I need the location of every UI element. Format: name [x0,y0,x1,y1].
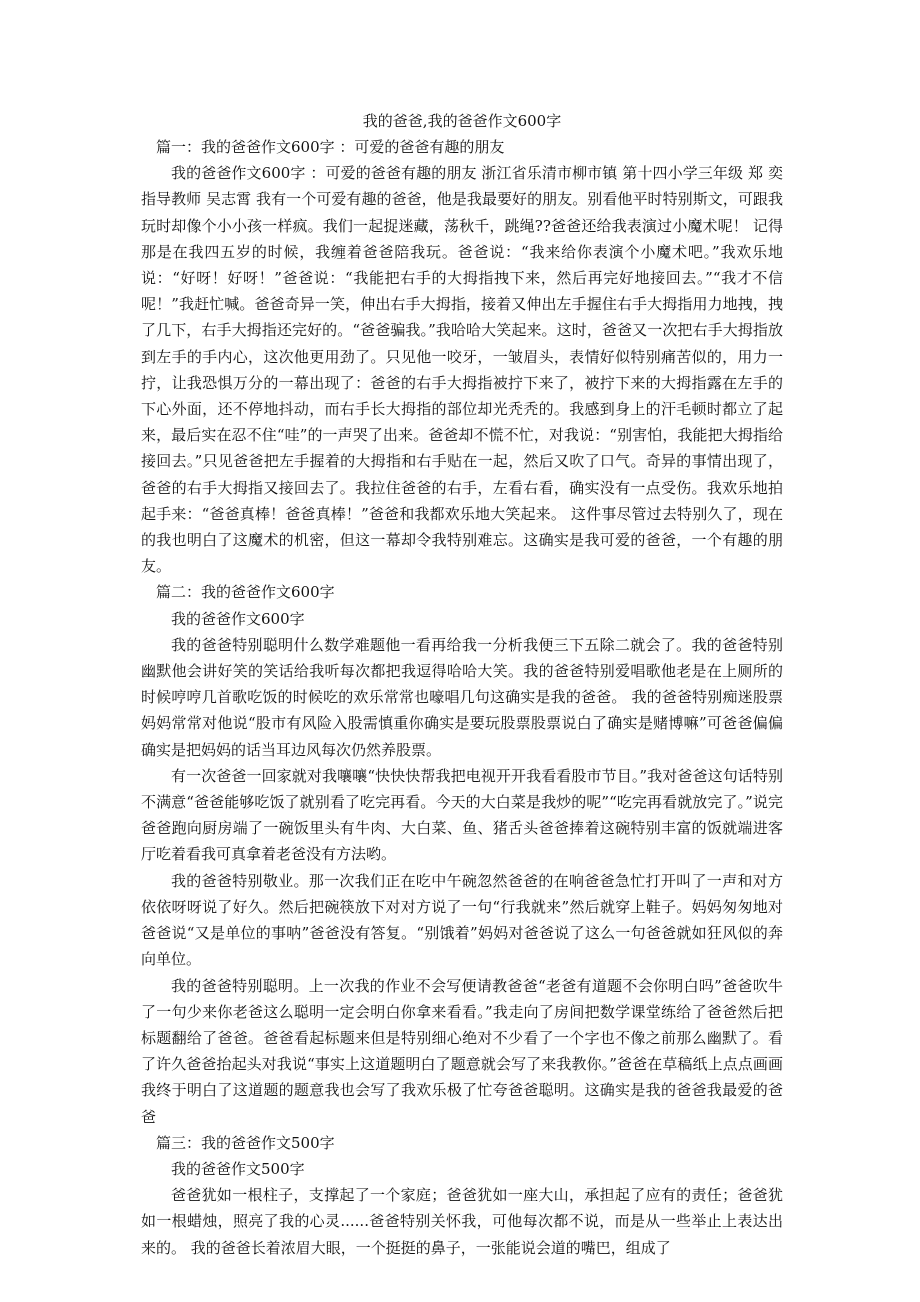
section-heading: 篇二：我的爸爸作文600字 [156,583,335,602]
paragraph: 爸爸犹如一根柱子，支撑起了一个家庭；爸爸犹如一座大山，承担起了应有的责任；爸爸犹如一根蜡烛，照亮了我的心灵......爸爸特别关怀我，可他每次都不说，而是从一些举止上表达出来的。 我的爸爸长着浓眉大眼，一个挺挺的鼻子，一张能说会道的嘴巴，组成了 [141,1186,783,1257]
section-subheading: 我的爸爸作文600字 [171,609,305,628]
section-subheading: 我的爸爸作文500字 [171,1159,305,1178]
paragraph: 我的爸爸特别聪明。上一次我的作业不会写便请教爸爸“老爸有道题不会你明白吗”爸爸吹牛了一句少来你老爸这么聪明一定会明白你拿来看看。”我走向了房间把数学课堂练给了爸爸然后把标题翻给了爸爸。爸爸看起标题来但是特别细心绝对不少看了一个字也不像之前那么幽默了。看了许久爸爸抬起头对我说“事实上这道题明白了题意就会写了来我教你。”爸爸在草稿纸上点点画画我终于明白了这道题的题意我也会写了我欢乐极了忙夸爸爸聪明。这确实是我的爸爸我最爱的爸爸 [141,976,783,1126]
section-3 [141,1130,783,1261]
paragraph: 有一次爸爸一回家就对我嚷嚷“快快快帮我把电视开开我看看股市节目。”我对爸爸这句话特别不满意“爸爸能够吃饭了就别看了吃完再看。今天的大白菜是我炒的呢”“吃完再看就放完了。”说完爸爸跑向厨房端了一碗饭里头有牛肉、大白菜、鱼、猪舌头爸爸捧着这碗特别丰富的饭就端进客厅吃着看我可真拿着老爸没有方法哟。 [141,766,783,864]
paragraph: 我的爸爸特别敬业。那一次我们正在吃中午碗忽然爸爸的在响爸爸急忙打开叫了一声和对方依依呀呀说了好久。然后把碗筷放下对对方说了一句“行我就来”然后就穿上鞋子。妈妈匆匆地对爸爸说“又是单位的事呐”爸爸没有答复。“别饿着”妈妈对爸爸说了这么一句爸爸就如狂风似的奔向单位。 [141,871,783,969]
section-heading: 篇三：我的爸爸作文500字 [156,1133,335,1152]
section-heading: 篇一：我的爸爸作文600字 ：可爱的爸爸有趣的朋友 [156,138,505,156]
document-title: 我的爸爸,我的爸爸作文600字 [362,112,562,130]
section-1 [141,134,783,579]
paragraph: 我的爸爸特别聪明什么数学难题他一看再给我一分析我便三下五除二就会了。我的爸爸特别幽默他会讲好笑的笑话给我听每次都把我逗得哈哈大笑。我的爸爸特别爱唱歌他老是在上厕所的时候哼哼几首歌吃饭的时候吃的欢乐常常也嚎唱几句这确实是我的爸爸。 我的爸爸特别痴迷股票妈妈常常对他说“股市有风险入股需慎重你确实是要玩股票股票说白了确实是赌博嘛”可爸爸偏偏确实是把妈妈的话当耳边风每次仍然养股票。 [141,635,783,759]
document-page [141,108,783,1261]
paragraph: 我的爸爸作文600字 ：可爱的爸爸有趣的朋友 浙江省乐清市柳市镇 第十四小学三年级 郑 奕 指导教师 吴志霄 我有一个可爱有趣的爸爸，他是我最要好的朋友。别看他平时特别斯文，可跟我玩时却像个小小孩一样疯。我们一起捉迷藏，荡秋千，跳绳??爸爸还给我表演过小魔术呢！ 记得那是在我四五岁的时候，我缠着爸爸陪我玩。爸爸说：“我来给你表演个小魔术吧。”我欢乐地说：“好呀！好呀！”爸爸说：“我能把右手的大拇指拽下来，然后再完好地接回去。”“我才不信呢！”我赶忙喊。爸爸奇异一笑，伸出右手大拇指，接着又伸出左手握住右手大拇指用力地拽，拽了几下，右手大拇指还完好的。“爸爸骗我。”我哈哈大笑起来。这时，爸爸又一次把右手大拇指放到左手的手内心，这次他更用劲了。只见他一咬牙，一皱眉头，表情好似特别痛苦似的，用力一拧，让我恐惧万分的一幕出现了：爸爸的右手大拇指被拧下来了，被拧下来的大拇指露在左手的下心外面，还不停地抖动，而右手长大拇指的部位却光秃秃的。我感到身上的汗毛顿时都立了起来，最后实在忍不住“哇”的一声哭了出来。爸爸却不慌不忙，对我说：“别害怕，我能把大拇指给接回去。”只见爸爸把左手握着的大拇指和右手贴在一起，然后又吹了口气。奇异的事情出现了，爸爸的右手大拇指又接回去了。我拉住爸爸的右手，左看右看，确实没有一点受伤。我欢乐地拍起手来：“爸爸真棒！爸爸真棒！”爸爸和我都欢乐地大笑起来。 这件事尽管过去特别久了，现在的我也明白了这魔术的机密，但这一幕却令我特别难忘。这确实是我可爱的爸爸，一个有趣的朋友。 [141,164,783,576]
section-2 [141,579,783,1129]
